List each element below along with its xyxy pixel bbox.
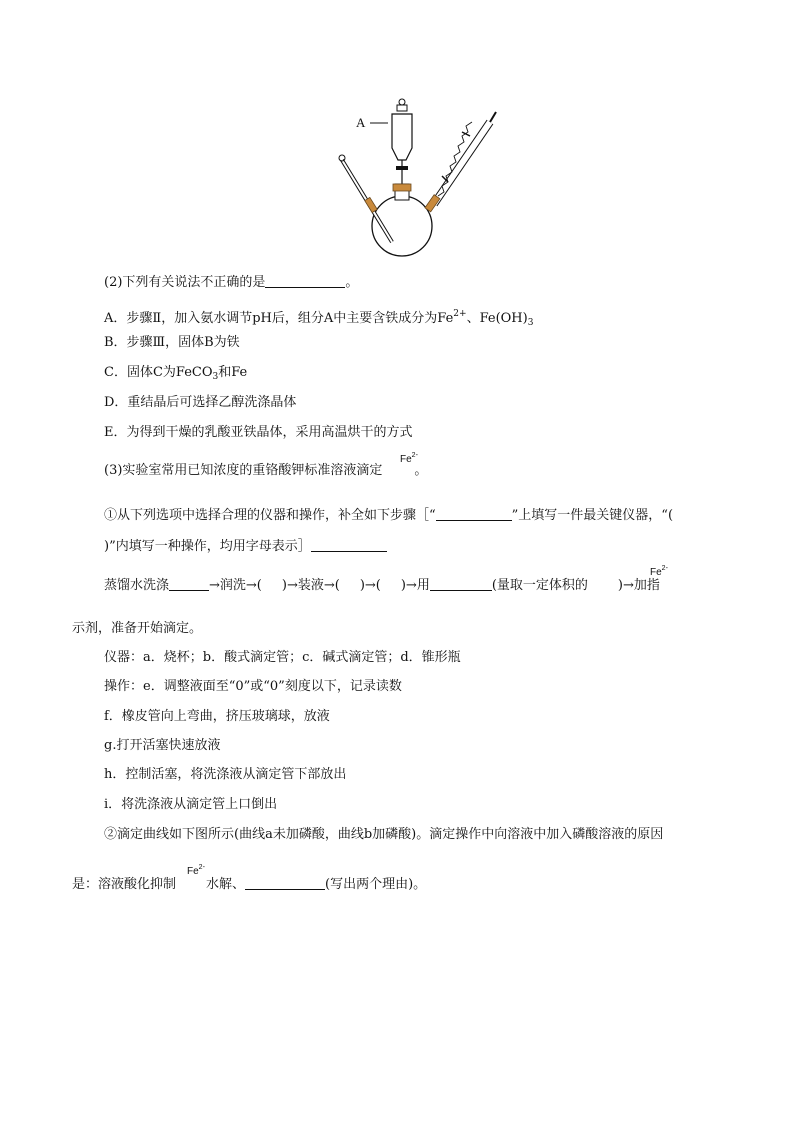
q2-answer-blank[interactable] (265, 274, 345, 288)
q3-steps-fe: $Fe^{2-}$ (650, 565, 668, 578)
q3-op-f: f．橡皮管向上弯曲，挤压玻璃球，放液 (104, 709, 330, 724)
condenser (425, 112, 496, 212)
q2-stem: (2)下列有关说法不正确的是 。 (104, 275, 359, 290)
apparatus-figure (330, 92, 510, 262)
q3-instrument-blank[interactable] (436, 507, 512, 521)
q3-op-e: 操作：e．调整液面至“0”或“0”刻度以下，记录读数 (104, 679, 402, 694)
q2-option-a: A．步骤Ⅱ，加入氨水调节pH后，组分A中主要含铁成分为$Fe^{2+}$、$Fe(OH)_3$ (104, 309, 534, 328)
step-blank-1[interactable] (169, 577, 209, 591)
q3-steps-line2: 示剂，准备开始滴定。 (72, 621, 203, 636)
q3-answer-blank[interactable] (311, 538, 387, 552)
q3-sub2: ②滴定曲线如下图所示(曲线a未加磷酸，曲线b加磷酸)。滴定操作中向溶液中加入磷酸溶液的原因 (104, 827, 664, 842)
q3-sub2-line2: 是：溶液酸化抑制 水解、 (写出两个理由)。 (72, 877, 427, 892)
q2-option-e: E．为得到干燥的乳酸亚铁晶体，采用高温烘干的方式 (104, 425, 413, 440)
q2-option-c: C．固体C为FeCO$_3$和Fe (104, 365, 248, 382)
step-blank-2[interactable] (430, 577, 492, 591)
q3-sub1-line2: )”内填写一种操作，均用字母表示］ (104, 538, 387, 556)
q3-reason-blank[interactable] (245, 876, 325, 890)
q3-stem: (3)实验室常用已知浓度的重铬酸钾标准溶液滴定 。 (104, 463, 428, 478)
q3-instruments: 仪器：a．烧杯；b．酸式滴定管；c．碱式滴定管；d．锥形瓶 (104, 650, 461, 665)
q3-sub2-fe: $Fe^{2-}$ (187, 864, 205, 877)
dropping-funnel (392, 99, 412, 191)
q3-op-g: g.打开活塞快速放液 (104, 738, 221, 753)
figure-label-a: A (356, 115, 366, 130)
thermometer (339, 155, 392, 242)
q2-option-d: D．重结晶后可选择乙醇洗涤晶体 (104, 395, 297, 410)
q2-option-b: B．步骤Ⅲ，固体B为铁 (104, 335, 240, 350)
q3-sub1-line1: ①从下列选项中选择合理的仪器和操作，补全如下步骤［“ ”上填写一件最关键仪器，“( (104, 508, 674, 523)
q3-op-i: i．将洗涤液从滴定管上口倒出 (104, 797, 278, 812)
q3-op-h: h．控制活塞，将洗涤液从滴定管下部放出 (104, 767, 347, 782)
q3-steps-line: 蒸馏水洗涤 →润洗→( )→装液→( )→( )→用 (量取一定体积的 )→加指 (104, 578, 660, 593)
q3-stem-fe: $Fe^{2-}$ (400, 452, 418, 465)
